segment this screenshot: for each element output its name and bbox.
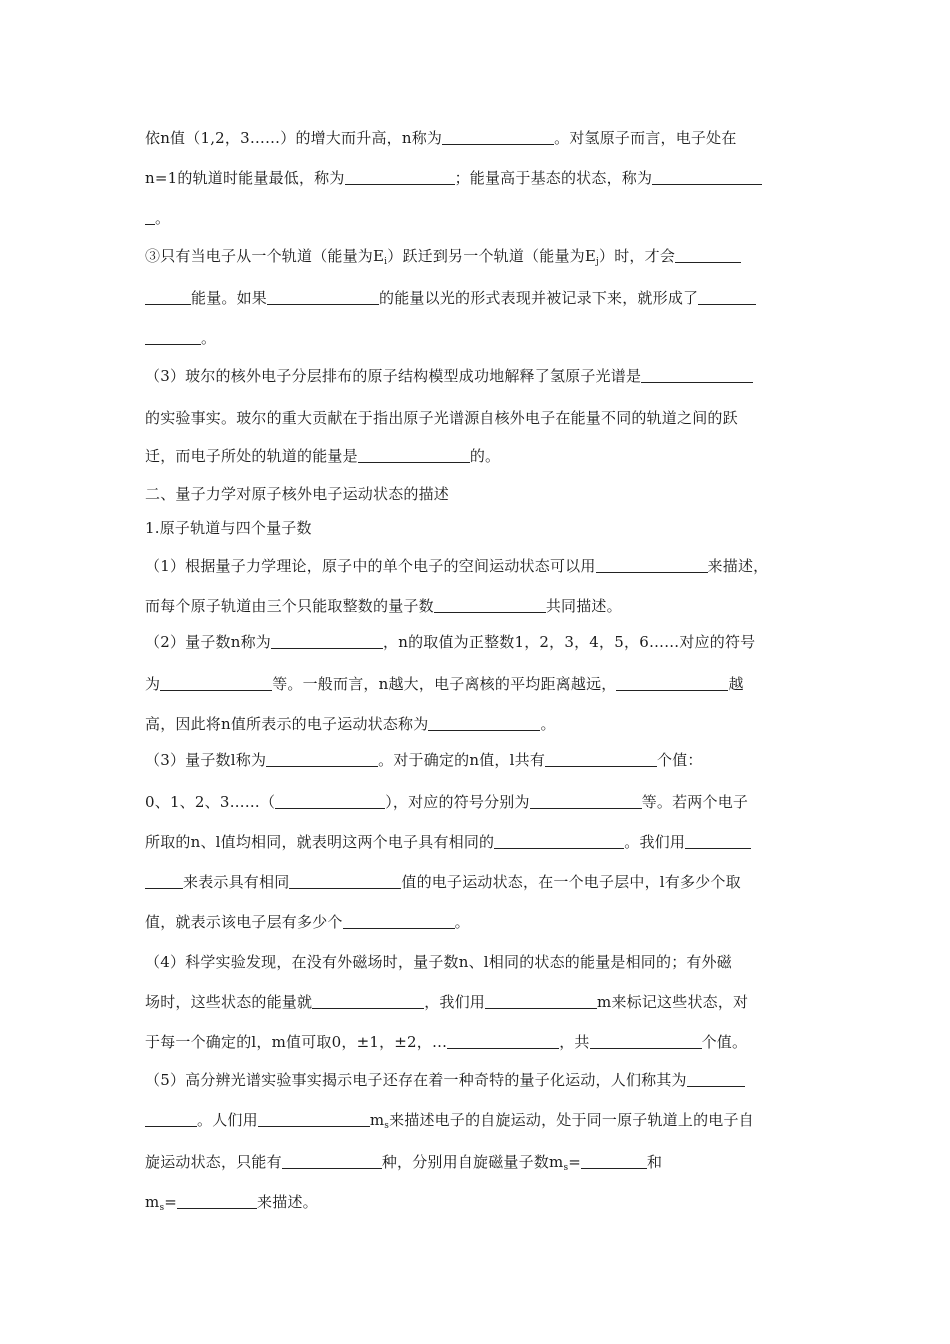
text-line <box>145 872 811 892</box>
text-line <box>145 1192 811 1212</box>
text-line <box>145 632 811 652</box>
answer-blank[interactable] <box>687 1071 745 1087</box>
text-run: 所取的n、l值均相同，就表明这两个电子具有相同的 <box>145 833 495 851</box>
text-run: 1.原子轨道与四个量子数 <box>145 519 312 537</box>
text-run: 。 <box>454 913 470 931</box>
answer-blank[interactable] <box>641 367 753 383</box>
text-line <box>145 208 811 228</box>
text-line <box>145 714 811 734</box>
text-run: 种，分别用自旋磁量子数m <box>381 1153 564 1171</box>
answer-blank[interactable] <box>145 873 183 889</box>
subscript: s <box>563 1163 569 1173</box>
text-run: （2）量子数n称为 <box>145 633 272 651</box>
answer-blank[interactable] <box>289 873 401 889</box>
text-line <box>145 992 811 1012</box>
text-run: 。我们用 <box>624 833 686 851</box>
text-run: 的能量以光的形式表现并被记录下来，就形成了 <box>379 289 699 307</box>
text-run: 能量。如果 <box>191 289 268 307</box>
text-line <box>145 674 811 694</box>
text-run: 。人们用 <box>197 1111 258 1129</box>
text-run: ，共 <box>559 1033 590 1051</box>
text-run: （1）根据量子力学理论，原子中的单个电子的空间运动状态可以用 <box>145 557 596 575</box>
text-line <box>145 832 811 852</box>
text-line <box>145 792 811 812</box>
text-run: 等。若两个电子 <box>641 793 749 811</box>
text-run: （3）量子数l称为 <box>145 751 267 769</box>
text-run: 值的电子运动状态，在一个电子层中，l有多少个取 <box>401 873 741 891</box>
text-run: ），对应的符号分别为 <box>385 793 530 811</box>
answer-blank[interactable] <box>530 793 642 809</box>
text-line <box>145 952 811 972</box>
text-line <box>145 1152 811 1172</box>
text-run: 0、1、2、3……（ <box>145 793 276 811</box>
text-run: 。对氢原子而言，电子处在 <box>554 129 737 147</box>
answer-blank[interactable] <box>145 209 155 225</box>
answer-blank[interactable] <box>275 793 385 809</box>
answer-blank[interactable] <box>581 1153 647 1169</box>
text-line <box>145 1070 811 1090</box>
answer-blank[interactable] <box>345 169 455 185</box>
text-run: 共同描述。 <box>545 597 622 615</box>
text-run: 为 <box>145 675 161 693</box>
text-line <box>145 366 811 386</box>
text-run: ）跃迁到另一个轨道（能量为E <box>387 247 597 265</box>
text-run: ）时，才会 <box>599 247 676 265</box>
text-line <box>145 556 811 576</box>
answer-blank[interactable] <box>698 289 756 305</box>
text-run: 高，因此将n值所表示的电子运动状态称为 <box>145 715 429 733</box>
text-run: 的。 <box>469 447 501 465</box>
text-run: m <box>145 1193 160 1211</box>
subscript: s <box>159 1203 165 1213</box>
text-run: 来描述， <box>707 557 769 575</box>
answer-blank[interactable] <box>616 675 728 691</box>
text-run: 的实验事实。玻尔的重大贡献在于指出原子光谱源自核外电子在能量不同的轨道之间的跃 <box>145 409 738 427</box>
answer-blank[interactable] <box>590 1033 702 1049</box>
text-run: 。 <box>155 209 171 227</box>
answer-blank[interactable] <box>282 1153 382 1169</box>
answer-blank[interactable] <box>442 129 554 145</box>
text-line <box>145 1032 811 1052</box>
text-run: 来描述。 <box>257 1193 318 1211</box>
text-run: m <box>369 1111 385 1129</box>
text-line <box>145 596 811 616</box>
text-line <box>145 288 811 308</box>
text-run: 。对于确定的n值，l共有 <box>378 751 546 769</box>
section-heading <box>145 484 811 504</box>
text-run: 于每一个确定的l，m值可取0，±1，±2，… <box>145 1033 448 1051</box>
text-line <box>145 408 811 428</box>
text-run: 迁，而电子所处的轨道的能量是 <box>145 447 358 465</box>
text-line <box>145 328 811 348</box>
text-run: 依n值（1,2，3……）的增大而升高，n称为 <box>145 129 443 147</box>
answer-blank[interactable] <box>145 289 191 305</box>
text-run: 个值。 <box>701 1033 748 1051</box>
text-run: 和 <box>647 1153 663 1171</box>
text-run: ，n的取值为正整数1，2，3，4，5，6……对应的符号 <box>383 633 756 651</box>
text-run: ③只有当电子从一个轨道（能量为E <box>145 247 385 265</box>
text-run: 旋运动状态，只能有 <box>145 1153 282 1171</box>
answer-blank[interactable] <box>675 247 741 263</box>
text-line <box>145 750 811 770</box>
text-line <box>145 128 811 148</box>
text-line <box>145 246 811 266</box>
text-line <box>145 446 811 466</box>
answer-blank[interactable] <box>145 1111 197 1127</box>
text-run: 二、量子力学对原子核外电子运动状态的描述 <box>145 485 450 503</box>
text-run: = <box>568 1153 582 1171</box>
answer-blank[interactable] <box>434 597 546 613</box>
text-line <box>145 1110 811 1130</box>
answer-blank[interactable] <box>177 1193 257 1209</box>
answer-blank[interactable] <box>447 1033 559 1049</box>
text-run: 来表示具有相同 <box>183 873 290 891</box>
text-run: 场时，这些状态的能量就 <box>145 993 313 1011</box>
text-run: ；能量高于基态的状态，称为 <box>454 169 653 187</box>
answer-blank[interactable] <box>343 913 455 929</box>
text-run: n=1的轨道时能量最低，称为 <box>145 169 345 187</box>
answer-blank[interactable] <box>312 993 424 1009</box>
answer-blank[interactable] <box>545 751 657 767</box>
answer-blank[interactable] <box>685 833 751 849</box>
answer-blank[interactable] <box>267 289 379 305</box>
text-run: 而每个原子轨道由三个只能取整数的量子数 <box>145 597 434 615</box>
answer-blank[interactable] <box>358 447 470 463</box>
text-line <box>145 912 811 932</box>
text-run: 值，就表示该电子层有多少个 <box>145 913 343 931</box>
subscript: s <box>384 1121 390 1131</box>
text-run: 。 <box>540 715 556 733</box>
answer-blank[interactable] <box>145 329 201 345</box>
answer-blank[interactable] <box>428 715 540 731</box>
text-run: = <box>164 1193 178 1211</box>
text-run: 。 <box>201 329 217 347</box>
answer-blank[interactable] <box>271 633 383 649</box>
text-run: 来描述电子的自旋运动，处于同一原子轨道上的电子自 <box>389 1111 754 1129</box>
text-line <box>145 168 811 188</box>
subscript: j <box>596 257 600 267</box>
answer-blank[interactable] <box>485 993 597 1009</box>
subscript: i <box>384 257 388 267</box>
subsection-heading <box>145 518 811 538</box>
answer-blank[interactable] <box>652 169 762 185</box>
answer-blank[interactable] <box>266 751 378 767</box>
answer-blank[interactable] <box>494 833 624 849</box>
text-run: （5）高分辨光谱实验事实揭示电子还存在着一种奇特的量子化运动，人们称其为 <box>145 1071 687 1089</box>
text-run: （4）科学实验发现，在没有外磁场时，量子数n、l相同的状态的能量是相同的；有外磁 <box>145 953 733 971</box>
text-run: ，我们用 <box>424 993 486 1011</box>
text-run: 等。一般而言，n越大，电子离核的平均距离越远， <box>272 675 617 693</box>
text-run: 个值： <box>657 751 703 769</box>
text-run: m来标记这些状态，对 <box>597 993 749 1011</box>
answer-blank[interactable] <box>160 675 272 691</box>
text-run: 越 <box>728 675 744 693</box>
answer-blank[interactable] <box>596 557 708 573</box>
answer-blank[interactable] <box>258 1111 370 1127</box>
text-run: （3）玻尔的核外电子分层排布的原子结构模型成功地解释了氢原子光谱是 <box>145 367 642 385</box>
